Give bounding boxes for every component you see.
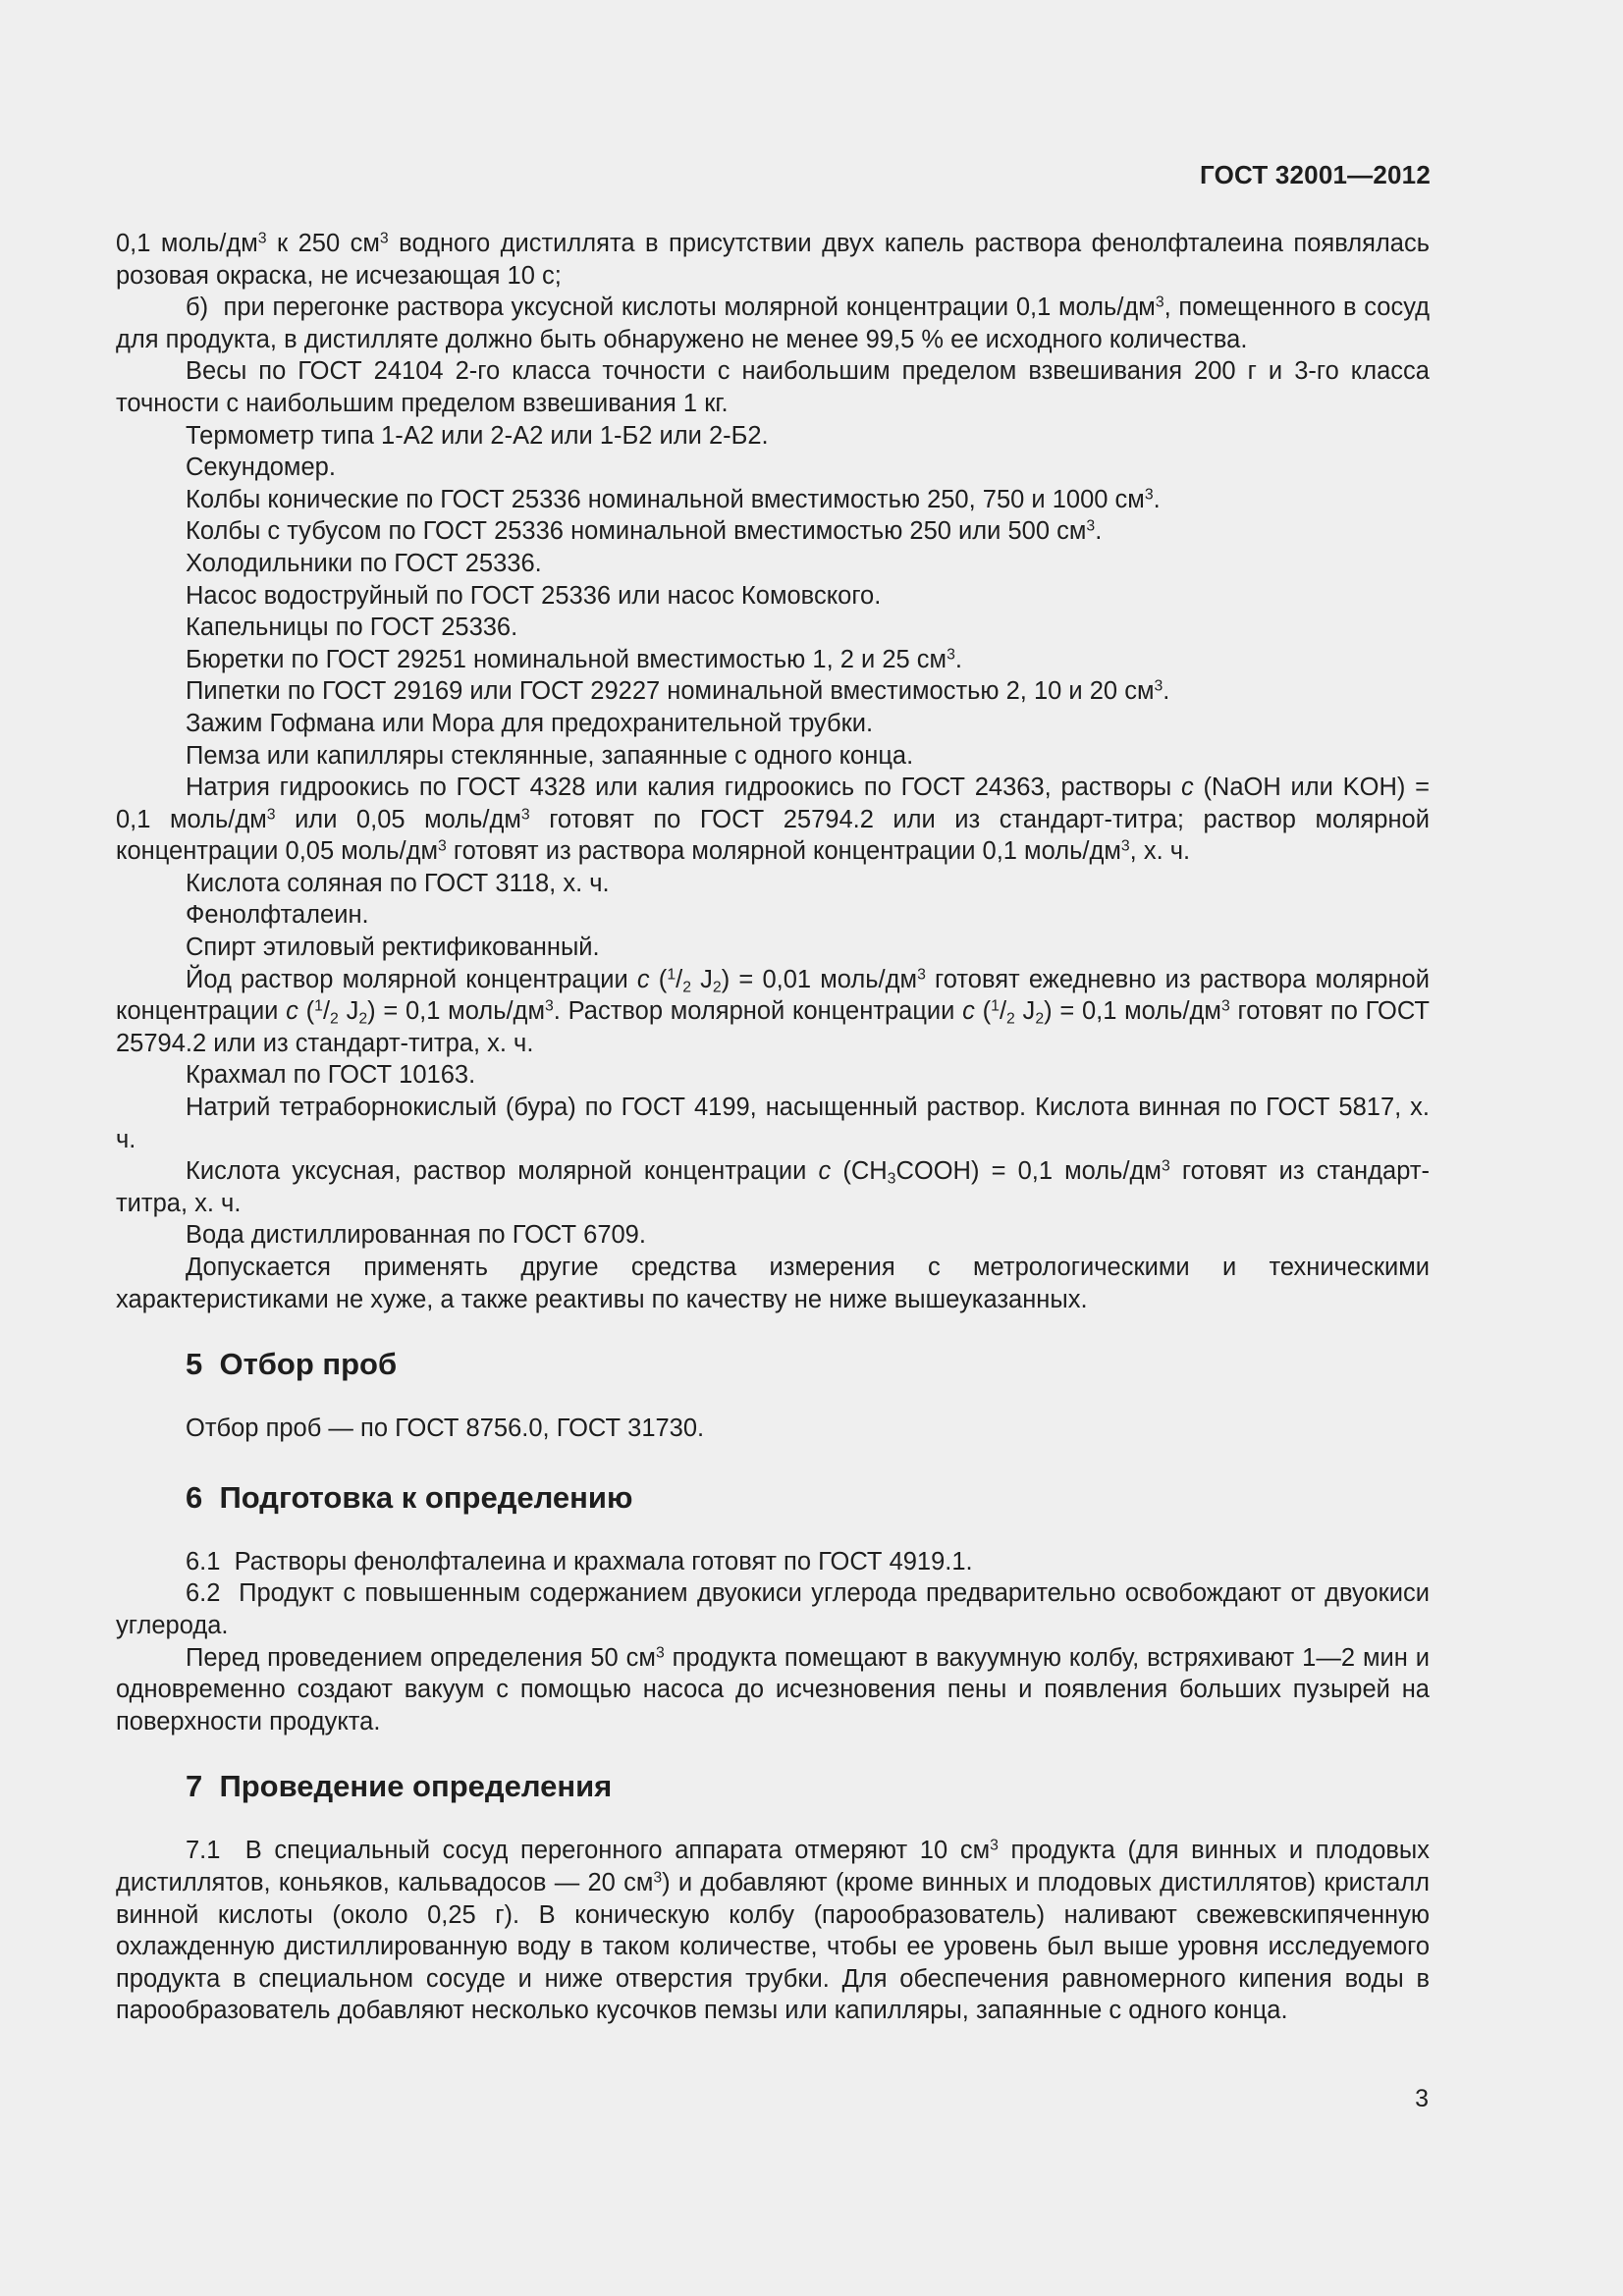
paragraph: Вода дистиллированная по ГОСТ 6709. [186, 1221, 646, 1250]
section-heading-6: 6 Подготовка к определению [186, 1479, 633, 1515]
paragraph: Секундомер. [186, 454, 336, 482]
paragraph: 0,1 моль/$дм^3$ к 250 $см^3$ водного дистиллята в присутствии двух капель раствора фенолфталеина появлялась розовая окраска, не исчезающая 10 с; [116, 230, 1430, 290]
paragraph: Бюретки по ГОСТ 29251 номинальной вместимостью 1, 2 и 25 $см^3$. [186, 645, 962, 673]
paragraph: Зажим Гофмана или Мора для предохранительной трубки. [186, 709, 874, 737]
page-number: 3 [1415, 2085, 1429, 2112]
paragraph: б) при перегонке раствора уксусной кислоты молярной концентрации 0,1 моль/$дм^3$, помещенного в сосуд для продукта, в дистилляте должно быть обнаружено не менее 99,5 % ее исходного количества. [116, 294, 1430, 353]
paragraph: 6.1 Растворы фенолфталеина и крахмала готовят по ГОСТ 4919.1. [186, 1547, 973, 1575]
paragraph: Кислота соляная по ГОСТ 3118, х. ч. [186, 869, 610, 897]
section-heading-7: 7 Проведение определения [186, 1769, 613, 1804]
paragraph: Колбы с тубусом по ГОСТ 25336 номинальной вместимостью 250 или 500 $см^3$. [186, 517, 1103, 546]
paragraph: Натрий тетраборнокислый (бура) по ГОСТ 4199, насыщенный раствор. Кислота винная по ГОСТ 5817, х. ч. [116, 1094, 1430, 1153]
paragraph: Кислота уксусная, раствор молярной концентрации с $(CH_3COOH) = 0,1$ моль/$дм^3$ готовят из стандарт-титра, х. ч. [116, 1157, 1430, 1217]
paragraph: Пипетки по ГОСТ 29169 или ГОСТ 29227 номинальной вместимостью 2, 10 и 20 $см^3$. [186, 677, 1170, 706]
paragraph: Капельницы по ГОСТ 25336. [186, 614, 518, 642]
paragraph: Пемза или капилляры стеклянные, запаянные с одного конца. [186, 741, 914, 770]
document-code-header: ГОСТ 32001—2012 [1200, 160, 1431, 189]
paragraph: Спирт этиловый ректификованный. [186, 934, 600, 962]
paragraph: Допускается применять другие средства измерения с метрологическими и техническими характеристиками не хуже, а также реактивы по качеству не ниже вышеуказанных. [116, 1254, 1430, 1313]
paragraph: Отбор проб — по ГОСТ 8756.0, ГОСТ 31730. [186, 1415, 705, 1443]
paragraph: Колбы конические по ГОСТ 25336 номинальной вместимостью 250, 750 и 1000 $см^3$. [186, 485, 1161, 513]
paragraph: 6.2 Продукт с повышенным содержанием двуокиси углерода предварительно освобождают от двуокиси углерода. [116, 1579, 1430, 1639]
paragraph: 7.1 В специальный сосуд перегонного аппарата отмеряют 10 $см^3$ продукта (для винных и плодовых дистиллятов, коньяков, кальвадосов — 20 $см^3$) и добавляют (кроме винных и плодовых дистиллятов) кристалл винной кислоты (около 0,25 г). В коническую колбу (парообразователь) наливают свежевскипяченную охлажденную дистиллированную воду в таком количестве, чтобы ее уровень был выше уровня исследуемого продукта в специальном сосуде и ниже отверстия трубки. Для обеспечения равномерного кипения воды в парообразователь добавляют несколько кусочков пемзы или капилляры, запаянные с одного конца. [116, 1837, 1431, 2025]
paragraph: Термометр типа 1-А2 или 2-А2 или 1-Б2 или 2-Б2. [186, 421, 769, 450]
paragraph: Натрия гидроокись по ГОСТ 4328 или калия гидроокись по ГОСТ 24363, растворы с (NaOH или KOH) = 0,1 моль/$дм^3$ или 0,05 моль/$дм^3$ готовят по ГОСТ 25794.2 или из стандарт-титра; раствор молярной концентрации 0,05 моль/$дм^3$ готовят из раствора молярной концентрации 0,1 моль/$дм^3$, х. ч. [116, 774, 1430, 866]
paragraph: Перед проведением определения 50 $см^3$ продукта помещают в вакуумную колбу, встряхивают 1—2 мин и одновременно создают вакуум с помощью насоса до исчезновения пены и появления больших пузырей на поверхности продукта. [116, 1643, 1430, 1735]
paragraph: Фенолфталеин. [186, 901, 369, 930]
paragraph: Насос водоструйный по ГОСТ 25336 или насос Комовского. [186, 581, 882, 610]
document-body [116, 228, 1430, 2027]
paragraph: Крахмал по ГОСТ 10163. [186, 1061, 476, 1090]
section-heading-5: 5 Отбор проб [186, 1347, 398, 1382]
paragraph: Весы по ГОСТ 24104 2-го класса точности с наибольшим пределом взвешивания 200 г и 3-го класса точности с наибольшим пределом взвешивания 1 кг. [116, 357, 1430, 417]
paragraph: Йод раствор молярной концентрации с ($^1/_2$ $J_2) = 0,01$ моль/$дм^3$ готовят ежедневно из раствора молярной концентрации с ($^1/_2$ $J_2) = 0,1$ моль/$дм^3$. Раствор молярной концентрации с ($^1/_2$ $J_2) = 0,1$ моль/$дм^3$ готовят по ГОСТ 25794.2 или из стандарт-титра, х. ч. [116, 965, 1430, 1057]
paragraph: Холодильники по ГОСТ 25336. [186, 549, 542, 577]
